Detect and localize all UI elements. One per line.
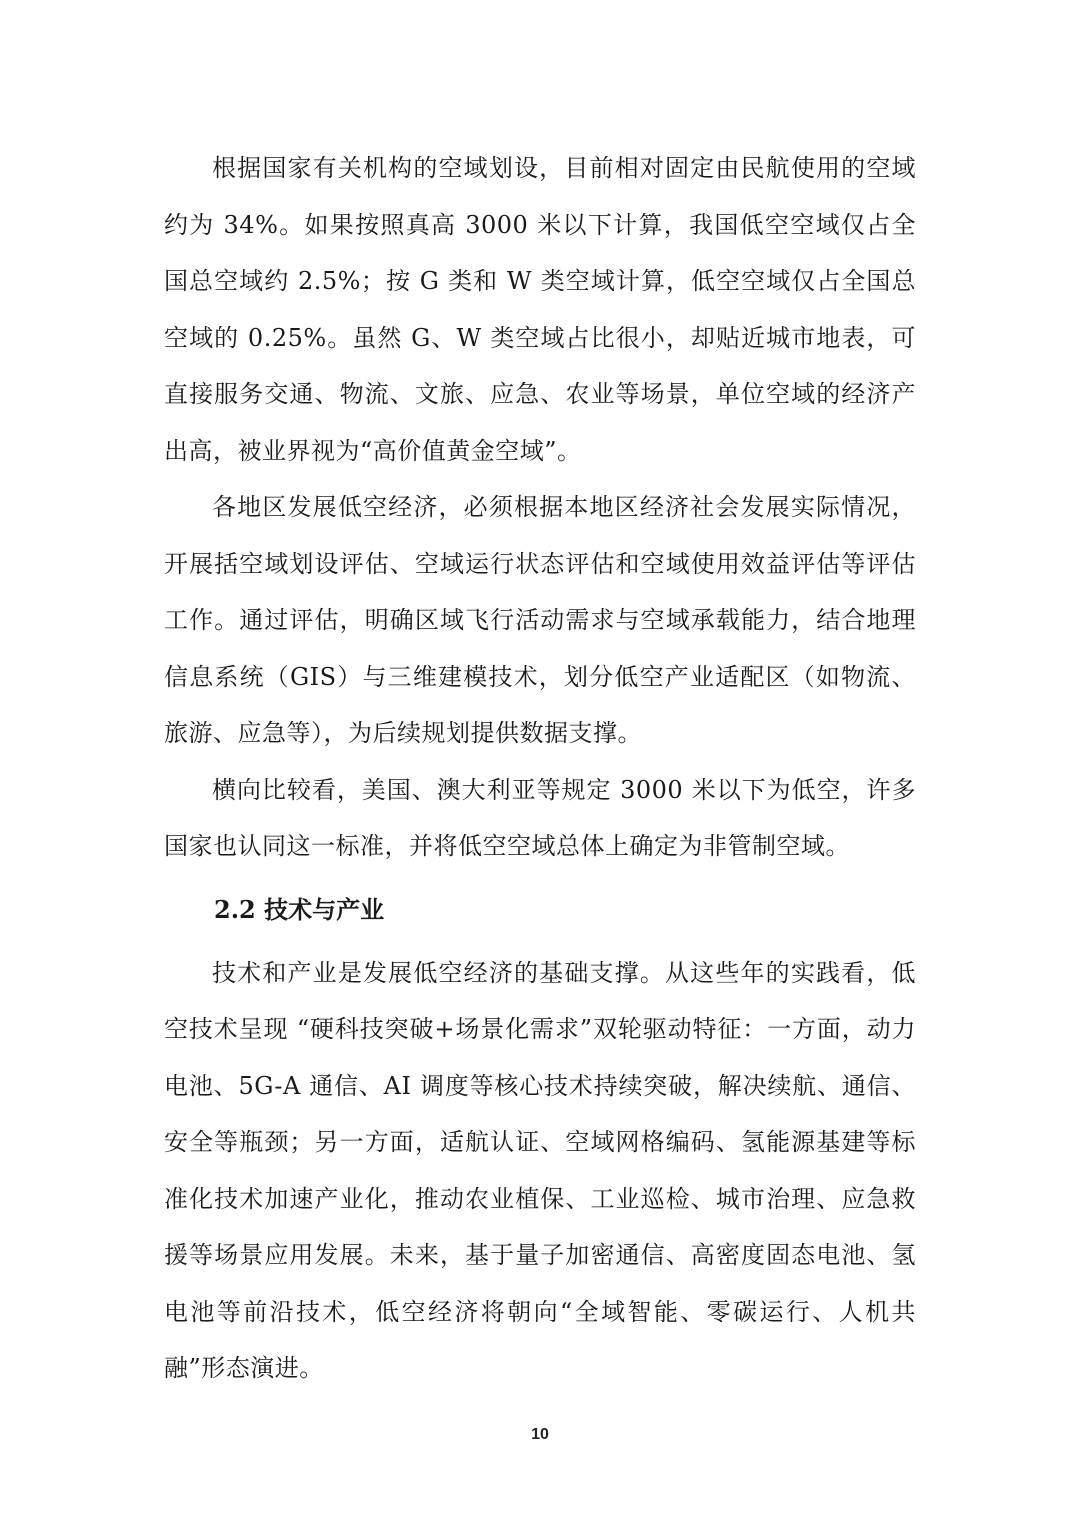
paragraph-international-comparison: 横向比较看，美国、澳大利亚等规定 3000 米以下为低空，许多国家也认同这一标准，并将低空空域总体上确定为非管制空域。 [164, 775, 916, 860]
paragraph-regional-assessment: 各地区发展低空经济，必须根据本地区经济社会发展实际情况，开展括空域划设评估、空域运行状态评估和空域使用效益评估等评估工作。通过评估，明确区域飞行活动需求与空域承载能力，结合地理信息系统（GIS）与三维建模技术，划分低空产业适配区（如物流、旅游、应急等），为后续规划提供数据支撑。 [164, 493, 916, 747]
paragraph-airspace-share: 根据国家有关机构的空域划设，目前相对固定由民航使用的空域约为 34%。如果按照真高 3000 米以下计算，我国低空空域仅占全国总空域约 2.5%；按 G 类和 W 类空域计算，低空空域仅占全国总空域的 0.25%。虽然 G、W 类空域占比很小，却贴近城市地表，可直接服务交通、物流、文旅、应急、农业等场景，单位空域的经济产出高，被业界视为“高价值黄金空域”。 [164, 154, 916, 465]
paragraph-technology-industry: 技术和产业是发展低空经济的基础支撑。从这些年的实践看，低空技术呈现 “硬科技突破+场景化需求”双轮驱动特征：一方面，动力电池、5G-A 通信、AI 调度等核心技术持续突破，解决续航、通信、安全等瓶颈；另一方面，适航认证、空域网格编码、氢能源基建等标准化技术加速产业化，推动农业植保、工业巡检、城市治理、应急救援等场景应用发展。未来，基于量子加密通信、高密度固态电池、氢电池等前沿技术，低空经济将朝向“全域智能、零碳运行、人机共融”形态演进。 [164, 958, 916, 1382]
page-body [164, 140, 916, 1397]
section-heading-technology-industry: 2.2 技术与产业 [214, 894, 385, 924]
page-number: 10 [531, 1426, 549, 1443]
